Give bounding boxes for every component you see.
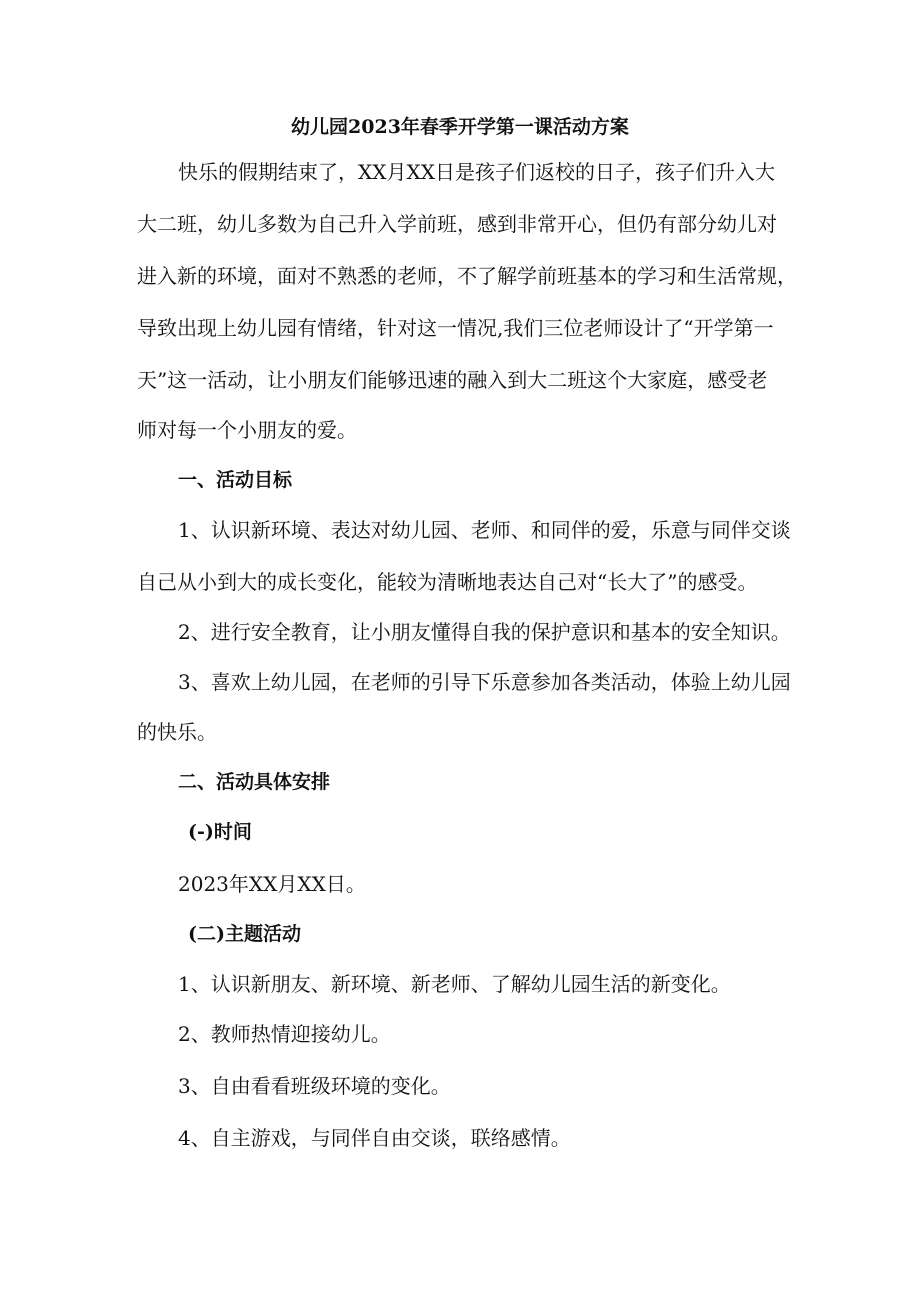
theme-item: 3、自由看看班级环境的变化。 <box>178 1074 451 1098</box>
section-heading-schedule: 二、活动具体安排 <box>178 771 331 793</box>
goal-item-continuation: 的快乐。 <box>137 720 217 744</box>
subheading-theme: (二)主题活动 <box>188 923 301 945</box>
goal-item: 1、认识新环境、表达对幼儿园、老师、和同伴的爱，乐意与同伴交谈 <box>178 518 791 542</box>
theme-item: 4、自主游戏，与同伴自由交谈，联络感情。 <box>178 1126 571 1150</box>
goal-item: 3、喜欢上幼儿园，在老师的引导下乐意参加各类活动，体验上幼儿园 <box>178 670 791 694</box>
intro-line: 进入新的环境，面对不熟悉的老师，不了解学前班基本的学习和生活常规， <box>137 264 797 288</box>
intro-line: 天”这一活动，让小朋友们能够迅速的融入到大二班这个大家庭，感受老 <box>137 368 768 392</box>
subheading-time: (-)时间 <box>188 821 252 843</box>
section-heading-goals: 一、活动目标 <box>178 469 293 491</box>
page-title: 幼儿园2023年春季开学第一课活动方案 <box>291 116 629 138</box>
time-value: 2023年XX月XX日。 <box>178 872 366 896</box>
theme-item: 2、教师热情迎接幼儿。 <box>178 1022 391 1046</box>
intro-line: 大二班，幼儿多数为自己升入学前班，感到非常开心，但仍有部分幼儿对 <box>137 212 777 236</box>
intro-line: 快乐的假期结束了，XX月XX日是孩子们返校的日子，孩子们升入大 <box>178 160 775 184</box>
goal-item-continuation: 自己从小到大的成长变化，能较为清晰地表达自己对“长大了”的感受。 <box>137 570 758 594</box>
intro-line: 导致出现上幼儿园有情绪，针对这一情况,我们三位老师设计了“开学第一 <box>137 316 774 340</box>
intro-line: 师对每一个小朋友的爱。 <box>137 418 357 442</box>
theme-item: 1、认识新朋友、新环境、新老师、了解幼儿园生活的新变化。 <box>178 972 731 996</box>
goal-item: 2、进行安全教育，让小朋友懂得自我的保护意识和基本的安全知识。 <box>178 620 791 644</box>
